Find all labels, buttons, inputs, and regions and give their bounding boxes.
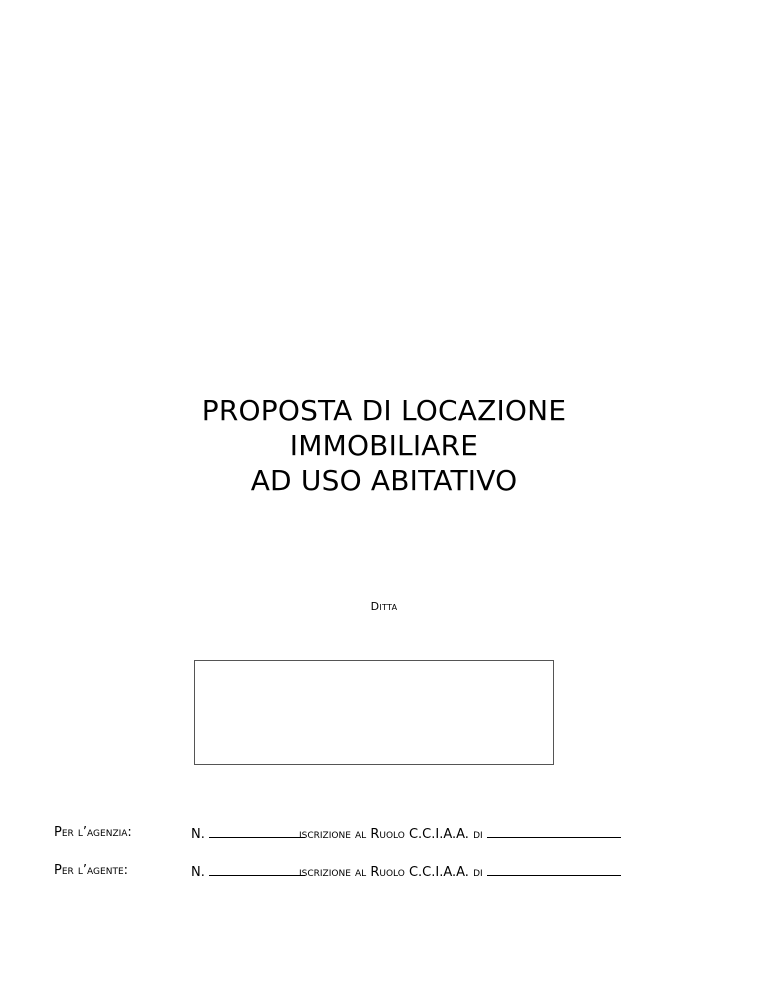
agente-iscrizione-text: iscrizione al: [299, 865, 367, 880]
agenzia-number-field: [191, 825, 305, 842]
agenzia-city-blank[interactable]: [487, 825, 621, 838]
agenzia-cciaa-text: C.C.I.A.A.: [408, 827, 469, 842]
agente-di-text: di: [473, 865, 483, 880]
document-title: [0, 393, 768, 498]
agente-number-field: [191, 863, 305, 880]
agenzia-di-text: di: [473, 827, 483, 842]
agente-city-blank[interactable]: [487, 863, 621, 876]
registration-row-agente: [54, 863, 714, 883]
agenzia-ruolo-text: Ruolo: [370, 827, 405, 842]
agenzia-iscrizione-text: iscrizione al: [299, 827, 367, 842]
ditta-input-box[interactable]: [194, 660, 554, 765]
agente-registration-text: [299, 863, 621, 880]
title-line-3: AD USO ABITATIVO: [250, 464, 518, 497]
title-line-2: IMMOBILIARE: [289, 429, 479, 462]
agenzia-number-blank[interactable]: [209, 825, 305, 838]
agenzia-registration-text: [299, 825, 621, 842]
title-line-1: PROPOSTA DI LOCAZIONE: [201, 394, 567, 427]
agente-label: Per l’agente:: [54, 863, 129, 878]
agenzia-number-prefix: N.: [191, 827, 205, 842]
agente-ruolo-text: Ruolo: [370, 865, 405, 880]
agente-number-blank[interactable]: [209, 863, 305, 876]
registration-row-agenzia: [54, 825, 714, 845]
agenzia-label: Per l’agenzia:: [54, 825, 132, 840]
ditta-label: Ditta: [370, 600, 398, 613]
agente-number-prefix: N.: [191, 865, 205, 880]
agente-cciaa-text: C.C.I.A.A.: [408, 865, 469, 880]
